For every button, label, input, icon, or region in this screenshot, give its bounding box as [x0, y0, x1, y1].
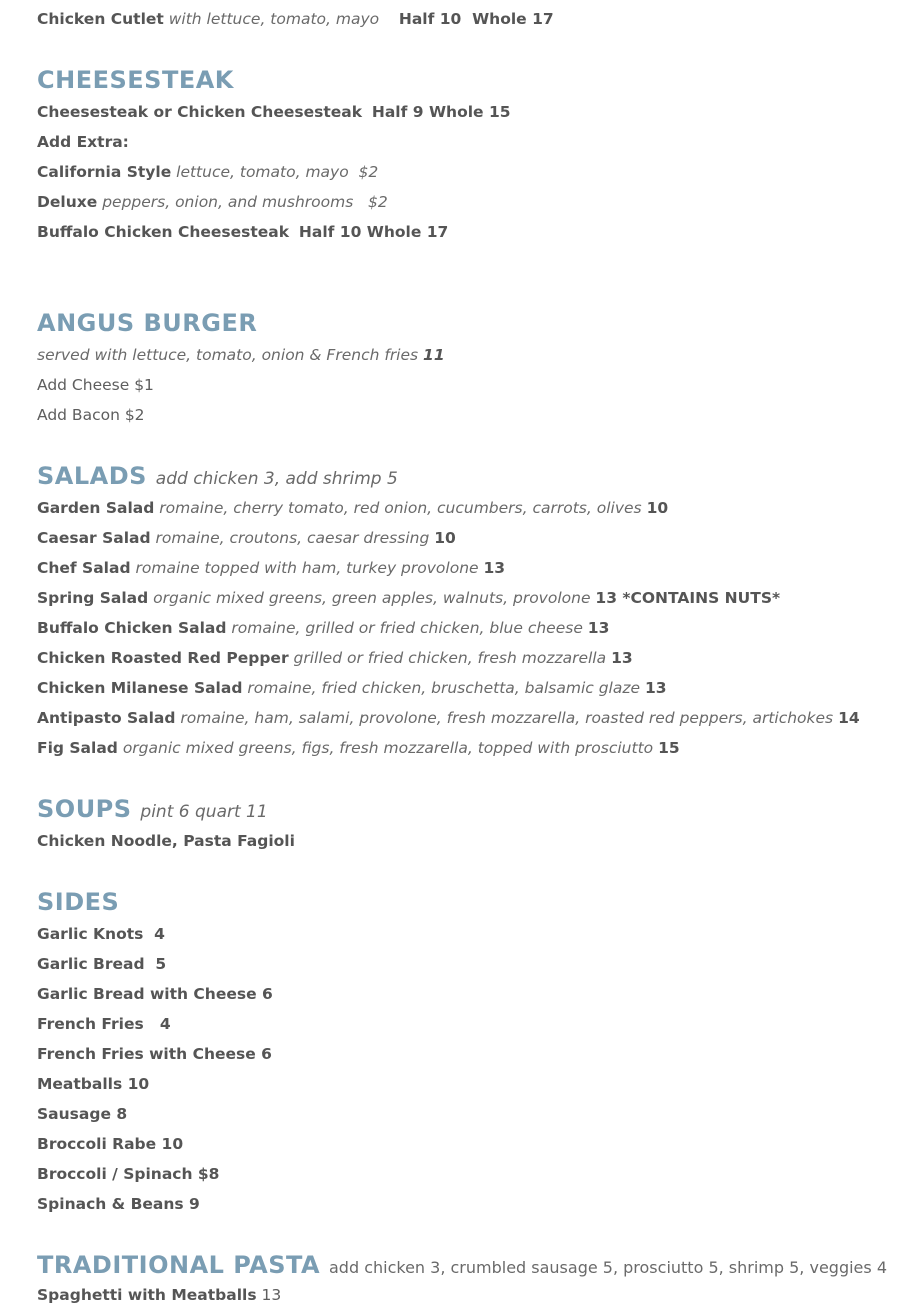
section-title-cheesesteak: CHEESESTEAK	[37, 66, 234, 94]
item-name: Garden Salad	[37, 499, 155, 517]
item-name: Fig Salad	[37, 739, 118, 757]
side-item	[37, 1194, 200, 1214]
item-name: Caesar Salad	[37, 529, 151, 547]
salad-item	[37, 708, 860, 728]
section-note: pint 6 quart 11	[140, 802, 268, 822]
item-price: 13	[261, 1286, 282, 1304]
item-price: 10	[434, 529, 456, 547]
item-desc: romaine, cherry tomato, red onion, cucumbers, carrots, olives	[159, 499, 642, 517]
section-title-text: SALADS	[37, 462, 147, 490]
item-name: Chicken Cutlet	[37, 10, 164, 28]
item-name: Chicken Milanese Salad	[37, 679, 243, 697]
item-desc: organic mixed greens, figs, fresh mozzarella, topped with prosciutto	[122, 739, 654, 757]
section-title-sides: SIDES	[37, 888, 120, 916]
side-item	[37, 1044, 272, 1064]
side-item	[37, 1014, 171, 1034]
side-item-text: Meatballs 10	[37, 1075, 150, 1093]
salad-item	[37, 558, 505, 578]
item-price: Half 10 Whole 17	[398, 10, 554, 28]
item-name: Antipasto Salad	[37, 709, 176, 727]
item-desc: romaine topped with ham, turkey provolone	[135, 559, 479, 577]
burger-description	[37, 345, 445, 365]
soups-items	[37, 831, 295, 851]
item-name: Spaghetti with Meatballs	[37, 1286, 257, 1304]
section-note: add chicken 3, add shrimp 5	[155, 469, 398, 489]
section-title-text: SOUPS	[37, 795, 132, 823]
item-name: Spring Salad	[37, 589, 149, 607]
item-price: 13	[611, 649, 633, 667]
salad-item	[37, 738, 680, 758]
salad-item	[37, 678, 667, 698]
item-name: California Style	[37, 163, 172, 181]
item-name: Buffalo Chicken Salad	[37, 619, 227, 637]
side-item-text: Sausage 8	[37, 1105, 128, 1123]
soups-items-text: Chicken Noodle, Pasta Fagioli	[37, 832, 295, 850]
burger-extra-bacon: Add Bacon $2	[37, 406, 145, 424]
item-desc: romaine, ham, salami, provolone, fresh mozzarella, roasted red peppers, artichokes	[180, 709, 834, 727]
side-item-text: Garlic Knots 4	[37, 925, 165, 943]
section-title-traditional-pasta	[37, 1250, 887, 1283]
item-price: 15	[658, 739, 680, 757]
burger-extra-cheese: Add Cheese $1	[37, 376, 154, 394]
side-item-text: Broccoli / Spinach $8	[37, 1165, 220, 1183]
section-title-text: TRADITIONAL PASTA	[37, 1251, 321, 1279]
salad-item	[37, 618, 609, 638]
side-item-text: French Fries 4	[37, 1015, 171, 1033]
item-price: 13	[483, 559, 506, 577]
side-item-text: Broccoli Rabe 10	[37, 1135, 184, 1153]
side-item	[37, 1164, 219, 1184]
menu-item-cheesesteak	[37, 102, 511, 122]
menu-item-spaghetti-meatballs	[37, 1285, 281, 1305]
menu-item-buffalo-cheesesteak	[37, 222, 448, 242]
menu-item-california-style	[37, 162, 378, 182]
item-desc: romaine, fried chicken, bruschetta, balsamic glaze	[247, 679, 641, 697]
section-title-soups	[37, 794, 268, 827]
item-price: 13	[644, 679, 667, 697]
menu-item-chicken-cutlet	[37, 9, 554, 29]
item-price: 13 *CONTAINS NUTS*	[595, 589, 781, 607]
salad-item	[37, 588, 780, 608]
side-item	[37, 924, 165, 944]
side-item	[37, 1104, 127, 1124]
menu-item-deluxe	[37, 192, 388, 212]
item-desc: peppers, onion, and mushrooms $2	[102, 193, 388, 211]
item-price: Half 9 Whole 15	[371, 103, 511, 121]
side-item-text: French Fries with Cheese 6	[37, 1045, 272, 1063]
section-title-salads	[37, 461, 398, 494]
item-desc: lettuce, tomato, mayo $2	[176, 163, 379, 181]
item-desc: with lettuce, tomato, mayo	[168, 10, 380, 28]
item-name: Cheesesteak or Chicken Cheesesteak	[37, 103, 363, 121]
side-item	[37, 1074, 149, 1094]
item-price: 13	[587, 619, 610, 637]
item-desc: romaine, croutons, caesar dressing	[155, 529, 430, 547]
side-item-text: Spinach & Beans 9	[37, 1195, 200, 1213]
salad-item	[37, 498, 668, 518]
section-title-angus-burger: ANGUS BURGER	[37, 309, 258, 337]
item-price: Half 10 Whole 17	[298, 223, 449, 241]
side-item-text: Garlic Bread with Cheese 6	[37, 985, 273, 1003]
item-name: Chicken Roasted Red Pepper	[37, 649, 289, 667]
item-desc: romaine, grilled or fried chicken, blue cheese	[231, 619, 583, 637]
add-extra-label	[37, 132, 129, 152]
item-name: Buffalo Chicken Cheesesteak	[37, 223, 290, 241]
side-item	[37, 1134, 183, 1154]
item-name: Chef Salad	[37, 559, 131, 577]
side-item-text: Garlic Bread 5	[37, 955, 167, 973]
side-item	[37, 954, 166, 974]
add-extra-text: Add Extra:	[37, 133, 129, 151]
item-price: 11	[423, 346, 445, 364]
salad-item	[37, 648, 633, 668]
item-price: 10	[646, 499, 669, 517]
salad-item	[37, 528, 456, 548]
item-desc: organic mixed greens, green apples, walnuts, provolone	[153, 589, 591, 607]
item-desc: grilled or fried chicken, fresh mozzarella	[293, 649, 607, 667]
item-name: Deluxe	[37, 193, 98, 211]
item-desc: served with lettuce, tomato, onion & French fries	[37, 346, 419, 364]
section-note: add chicken 3, crumbled sausage 5, prosciutto 5, shrimp 5, veggies 4	[328, 1258, 887, 1277]
item-price: 14	[838, 709, 860, 727]
side-item	[37, 984, 273, 1004]
